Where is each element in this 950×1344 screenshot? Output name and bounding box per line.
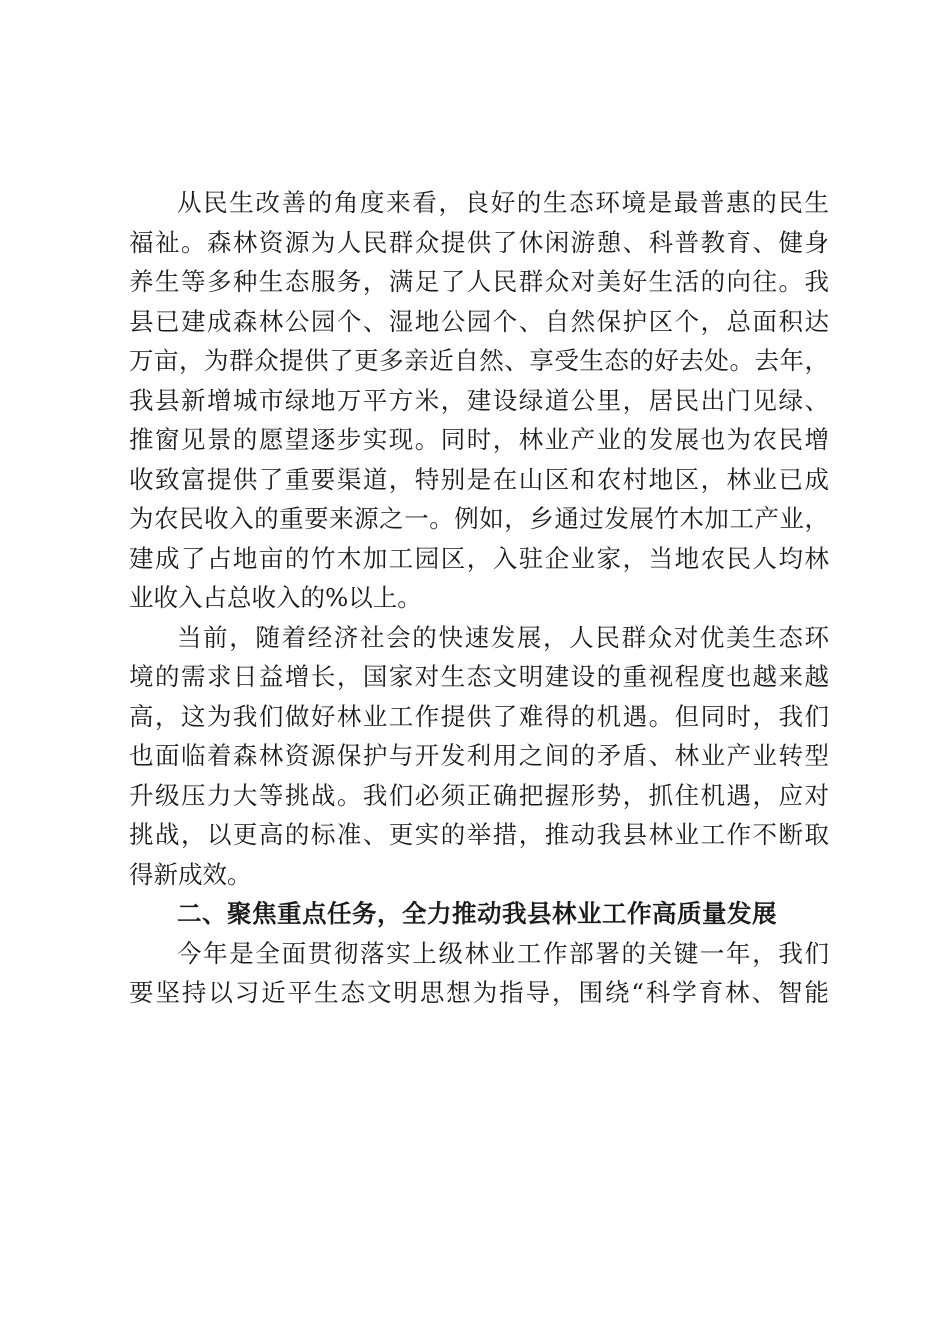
text-line: 万亩，为群众提供了更多亲近自然、享受生态的好去处。去年， xyxy=(129,346,829,375)
text-line: 福祉。森林资源为人民群众提供了休闲游憩、科普教育、健身 xyxy=(129,227,829,257)
text-line: 业收入占总收入的%以上。 xyxy=(129,583,422,612)
text-line: 为农民收入的重要来源之一。例如，乡通过发展竹木加工产业， xyxy=(129,504,829,533)
text-line: 我县新增城市绿地万平方米，建设绿道公里，居民出门见绿、 xyxy=(129,385,829,415)
section-heading: 二、聚焦重点任务，全力推动我县林业工作高质量发展 xyxy=(177,899,777,928)
text-line: 要坚持以习近平生态文明思想为指导，围绕“科学育林、智能 xyxy=(129,978,829,1007)
document-body xyxy=(129,183,829,1013)
text-line: 当前，随着经济社会的快速发展，人民群众对优美生态环 xyxy=(177,622,829,652)
text-line: 境的需求日益增长，国家对生态文明建设的重视程度也越来越 xyxy=(129,662,829,691)
paragraph-situation xyxy=(129,618,829,895)
text-line: 得新成效。 xyxy=(129,859,252,889)
text-line: 养生等多种生态服务，满足了人民群众对美好生活的向往。我 xyxy=(129,267,829,296)
text-line: 也面临着森林资源保护与开发利用之间的矛盾、林业产业转型 xyxy=(129,741,829,770)
text-line: 高，这为我们做好林业工作提供了难得的机遇。但同时，我们 xyxy=(129,701,829,731)
text-line: 收致富提供了重要渠道，特别是在山区和农村地区，林业已成 xyxy=(129,464,829,494)
paragraph-livelihood xyxy=(129,183,829,618)
text-line: 升级压力大等挑战。我们必须正确把握形势，抓住机遇，应对 xyxy=(129,780,829,810)
text-line: 推窗见景的愿望逐步实现。同时，林业产业的发展也为农民增 xyxy=(129,425,829,454)
paragraph-tasks xyxy=(129,934,829,1013)
text-line: 建成了占地亩的竹木加工园区，入驻企业家，当地农民人均林 xyxy=(129,543,829,573)
text-line: 从民生改善的角度来看，良好的生态环境是最普惠的民生 xyxy=(177,188,829,217)
text-line: 挑战，以更高的标准、更实的举措，推动我县林业工作不断取 xyxy=(129,820,829,849)
text-line: 县已建成森林公园个、湿地公园个、自然保护区个，总面积达 xyxy=(129,306,829,336)
text-line: 今年是全面贯彻落实上级林业工作部署的关键一年，我们 xyxy=(177,938,829,968)
